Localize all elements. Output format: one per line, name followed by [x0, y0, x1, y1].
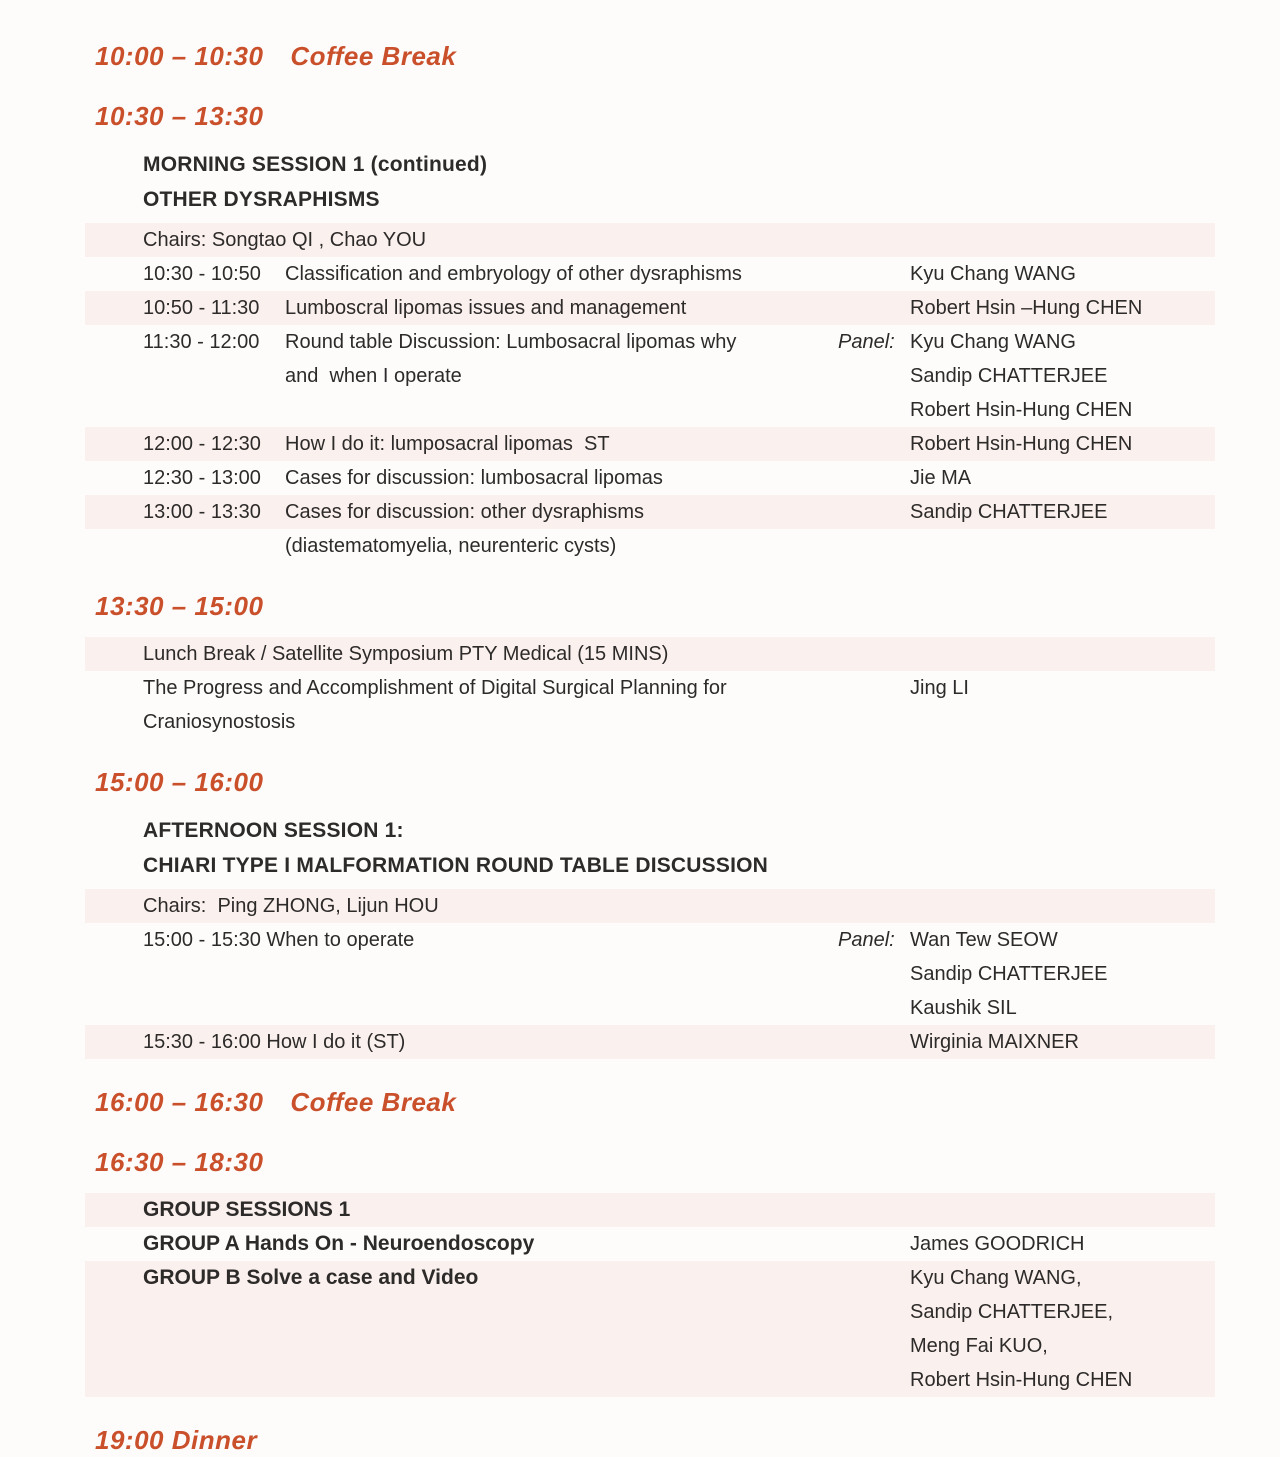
- row-title: [285, 529, 1215, 563]
- section-time: 16:00 – 16:30: [95, 1087, 264, 1117]
- section-header: [95, 766, 1280, 799]
- schedule-row: [85, 923, 1215, 1025]
- row-time: 11:30 - 12:00: [143, 331, 260, 353]
- schedule-row: [85, 1025, 1215, 1059]
- row-title-line: 15:30 - 16:00 How I do it (ST): [143, 1031, 406, 1053]
- row-title: [143, 1261, 910, 1295]
- schedule-rows: [85, 889, 1215, 1059]
- panel-label: Panel:: [838, 929, 895, 951]
- row-speaker-line: Robert Hsin-Hung CHEN: [910, 1369, 1133, 1391]
- row-speaker-line: Kaushik SIL: [910, 997, 1017, 1019]
- row-speaker-line: Jing LI: [910, 677, 969, 699]
- row-time: 10:50 - 11:30: [143, 297, 260, 319]
- session-title-line: OTHER DYSRAPHISMS: [143, 188, 380, 211]
- session-title-line: MORNING SESSION 1 (continued): [143, 153, 488, 176]
- row-time: 12:00 - 12:30: [143, 433, 261, 455]
- row-title-line: Chairs: Ping ZHONG, Lijun HOU: [143, 895, 439, 917]
- section-label: Coffee Break: [290, 41, 457, 71]
- schedule-row: [85, 461, 1215, 495]
- schedule-row: [85, 889, 1215, 923]
- row-speakers: [910, 1025, 1215, 1059]
- section-time: 19:00 Dinner: [95, 1425, 258, 1455]
- row-title-line: Lumboscral lipomas issues and management: [285, 297, 687, 319]
- section-header: [95, 590, 1280, 623]
- row-speakers: [910, 291, 1215, 325]
- schedule-row: [85, 325, 1215, 427]
- schedule-row: [85, 705, 1215, 739]
- row-title: [143, 923, 838, 957]
- row-speaker-line: Wan Tew SEOW: [910, 929, 1058, 951]
- row-title: [143, 889, 1215, 923]
- section-label: Coffee Break: [290, 1087, 457, 1117]
- row-title-line: Cases for discussion: lumbosacral lipomas: [285, 467, 663, 489]
- row-speaker-line: Sandip CHATTERJEE: [910, 365, 1108, 387]
- row-title-line: The Progress and Accomplishment of Digital Surgical Planning for: [143, 677, 727, 699]
- row-speaker-line: Robert Hsin-Hung CHEN: [910, 433, 1133, 455]
- row-title-line: GROUP SESSIONS 1: [143, 1198, 351, 1221]
- row-speakers: [910, 671, 1215, 705]
- section-time: 10:30 – 13:30: [95, 101, 264, 131]
- row-title-line: and when I operate: [285, 365, 462, 387]
- row-speakers: [910, 923, 1215, 1025]
- row-speaker-line: James GOODRICH: [910, 1233, 1085, 1255]
- schedule-rows: [85, 223, 1215, 563]
- section-header: [95, 40, 1280, 73]
- schedule-row: [85, 637, 1215, 671]
- row-title-line: Craniosynostosis: [143, 711, 296, 733]
- row-speaker-line: Kyu Chang WANG: [910, 263, 1076, 285]
- row-speakers: [910, 325, 1215, 427]
- section-header: [95, 1424, 1280, 1457]
- section-time: 10:00 – 10:30: [95, 41, 264, 71]
- row-speakers: [910, 495, 1215, 529]
- section-time: 15:00 – 16:00: [95, 767, 264, 797]
- row-title: [143, 637, 1215, 671]
- row-speaker-line: Robert Hsin –Hung CHEN: [910, 297, 1143, 319]
- row-title: [285, 257, 910, 291]
- row-title: [285, 495, 910, 529]
- row-title-line: GROUP B Solve a case and Video: [143, 1266, 479, 1289]
- row-speakers: [910, 427, 1215, 461]
- schedule-row: [85, 1193, 1215, 1227]
- row-title: [285, 325, 838, 393]
- row-title-line: (diastematomyelia, neurenteric cysts): [285, 535, 617, 557]
- row-title: [143, 1227, 910, 1261]
- row-time: 13:00 - 13:30: [143, 501, 261, 523]
- section-header: [95, 1086, 1280, 1119]
- row-speakers: [910, 257, 1215, 291]
- schedule-row: [85, 1227, 1215, 1261]
- row-title: [143, 1025, 910, 1059]
- schedule-row: [85, 495, 1215, 529]
- section-time: 16:30 – 18:30: [95, 1147, 264, 1177]
- panel-label: Panel:: [838, 331, 895, 353]
- schedule-rows: [85, 637, 1215, 739]
- row-time: 10:30 - 10:50: [143, 263, 261, 285]
- row-speakers: [910, 1227, 1215, 1261]
- row-title: [285, 291, 910, 325]
- row-title: [143, 223, 1215, 257]
- row-title-line: How I do it: lumposacral lipomas ST: [285, 433, 610, 455]
- row-title-line: Round table Discussion: Lumbosacral lipomas why: [285, 331, 737, 353]
- schedule-row: [85, 427, 1215, 461]
- row-title: [143, 1193, 1215, 1227]
- row-title-line: Cases for discussion: other dysraphisms: [285, 501, 645, 523]
- row-speaker-line: Meng Fai KUO,: [910, 1335, 1048, 1357]
- row-speaker-line: Kyu Chang WANG,: [910, 1267, 1082, 1289]
- row-title-line: Chairs: Songtao QI , Chao YOU: [143, 229, 427, 251]
- row-title: [285, 461, 910, 495]
- section-header: [95, 100, 1280, 133]
- schedule-row: [85, 257, 1215, 291]
- schedule-rows: [85, 1193, 1215, 1397]
- row-speaker-line: Robert Hsin-Hung CHEN: [910, 399, 1133, 421]
- row-title-line: 15:00 - 15:30 When to operate: [143, 929, 415, 951]
- row-speakers: [910, 461, 1215, 495]
- session-title-line: CHIARI TYPE I MALFORMATION ROUND TABLE DISCUSSION: [143, 854, 769, 877]
- section-time: 13:30 – 15:00: [95, 591, 264, 621]
- row-title: [143, 671, 910, 705]
- row-title-line: GROUP A Hands On - Neuroendoscopy: [143, 1232, 535, 1255]
- row-speaker-line: Kyu Chang WANG: [910, 331, 1076, 353]
- schedule-row: [85, 671, 1215, 705]
- row-speaker-line: Jie MA: [910, 467, 972, 489]
- schedule-row: [85, 291, 1215, 325]
- row-title-line: Classification and embryology of other dysraphisms: [285, 263, 742, 285]
- session-title-line: AFTERNOON SESSION 1:: [143, 819, 404, 842]
- schedule-row: [85, 223, 1215, 257]
- row-speaker-line: Sandip CHATTERJEE: [910, 963, 1108, 985]
- row-title: [143, 705, 1215, 739]
- row-speaker-line: Wirginia MAIXNER: [910, 1031, 1079, 1053]
- schedule-row: [85, 529, 1215, 563]
- row-speakers: [910, 1261, 1215, 1397]
- row-title: [285, 427, 910, 461]
- schedule-row: [85, 1261, 1215, 1397]
- row-title-line: Lunch Break / Satellite Symposium PTY Medical (15 MINS): [143, 643, 669, 665]
- row-speaker-line: Sandip CHATTERJEE,: [910, 1301, 1114, 1323]
- row-speaker-line: Sandip CHATTERJEE: [910, 501, 1108, 523]
- row-time: 12:30 - 13:00: [143, 467, 261, 489]
- section-header: [95, 1146, 1280, 1179]
